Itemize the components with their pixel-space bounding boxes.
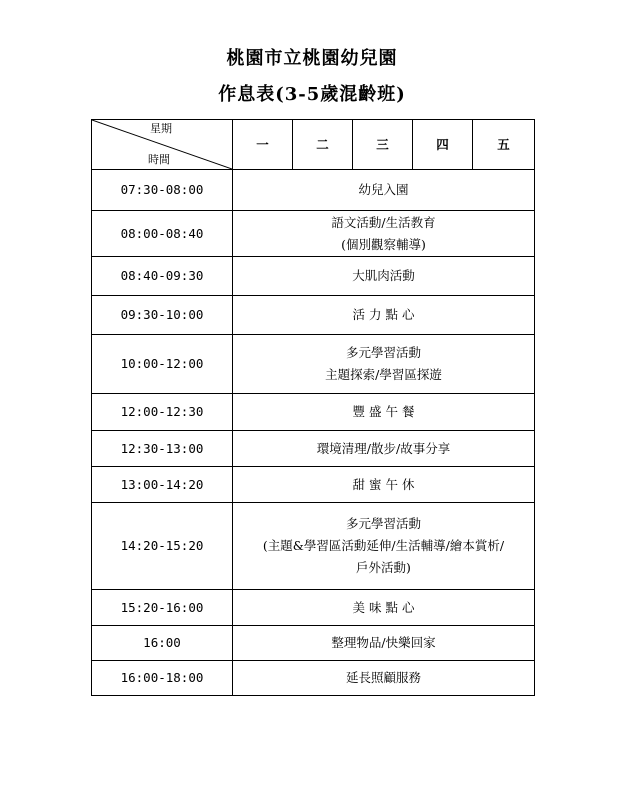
activity-cell [233,503,535,590]
activity-cell [233,296,535,335]
schedule-row [92,394,535,431]
activity-cell [233,170,535,211]
corner-cell [92,120,233,170]
activity-cell [233,394,535,431]
schedule-table [91,119,535,696]
activity-line: 戶外活動) [356,560,411,575]
time-label: 時間 [148,153,170,166]
activity-line: 整理物品/快樂回家 [331,635,436,650]
activity-line: 多元學習活動 [345,516,421,531]
activity-line: 大肌肉活動 [352,268,415,283]
time-slot: 08:40-09:30 [92,257,233,296]
activity-line: 豐 盛 午 餐 [352,404,415,419]
activity-line: 環境清理/散步/故事分享 [316,440,451,456]
activity-line: 甜 蜜 午 休 [352,476,415,492]
activity-line: 多元學習活動 [345,345,421,360]
time-slot: 14:20-15:20 [92,503,233,590]
time-slot: 09:30-10:00 [92,296,233,335]
activity-cell [233,467,535,503]
time-slot: 08:00-08:40 [92,211,233,257]
schedule-row [92,170,535,211]
activity-line: 主題探索/學習區探遊 [325,367,442,382]
schedule-row [92,661,535,696]
page-subtitle: 作息表(3-5歲混齡班) [218,84,406,105]
time-slot: 13:00-14:20 [92,467,233,503]
day-header-fri: 五 [473,120,535,170]
activity-cell [233,626,535,661]
activity-line: (主題&學習區活動延伸/生活輔導/繪本賞析/ [262,538,505,553]
schedule-row [92,335,535,394]
activity-cell [233,335,535,394]
activity-line: 活 力 點 心 [352,307,415,322]
activity-cell [233,661,535,696]
schedule-row [92,296,535,335]
activity-line: 語文活動/生活教育 [331,214,436,230]
time-slot: 16:00-18:00 [92,661,233,696]
activity-cell [233,257,535,296]
schedule-row [92,211,535,257]
time-slot: 16:00 [92,626,233,661]
time-slot: 12:00-12:30 [92,394,233,431]
activity-cell [233,590,535,626]
schedule-row [92,467,535,503]
activity-cell [233,431,535,467]
day-header-tue: 二 [293,120,353,170]
weekday-label: 星期 [150,122,172,135]
time-slot: 07:30-08:00 [92,170,233,211]
schedule-row [92,626,535,661]
activity-line: 幼兒入園 [358,182,409,197]
day-header-thu: 四 [413,120,473,170]
header-row [92,120,535,170]
activity-line: (個別觀察輔導) [341,236,426,252]
time-slot: 12:30-13:00 [92,431,233,467]
schedule-row [92,431,535,467]
schedule-row [92,503,535,590]
day-header-wed: 三 [353,120,413,170]
time-slot: 10:00-12:00 [92,335,233,394]
activity-line: 美 味 點 心 [352,599,415,615]
day-header-mon: 一 [233,120,293,170]
time-slot: 15:20-16:00 [92,590,233,626]
activity-line: 延長照顧服務 [345,670,421,685]
schedule-row [92,257,535,296]
activity-cell [233,211,535,257]
page-title: 桃園市立桃園幼兒園 [226,48,398,69]
schedule-row [92,590,535,626]
